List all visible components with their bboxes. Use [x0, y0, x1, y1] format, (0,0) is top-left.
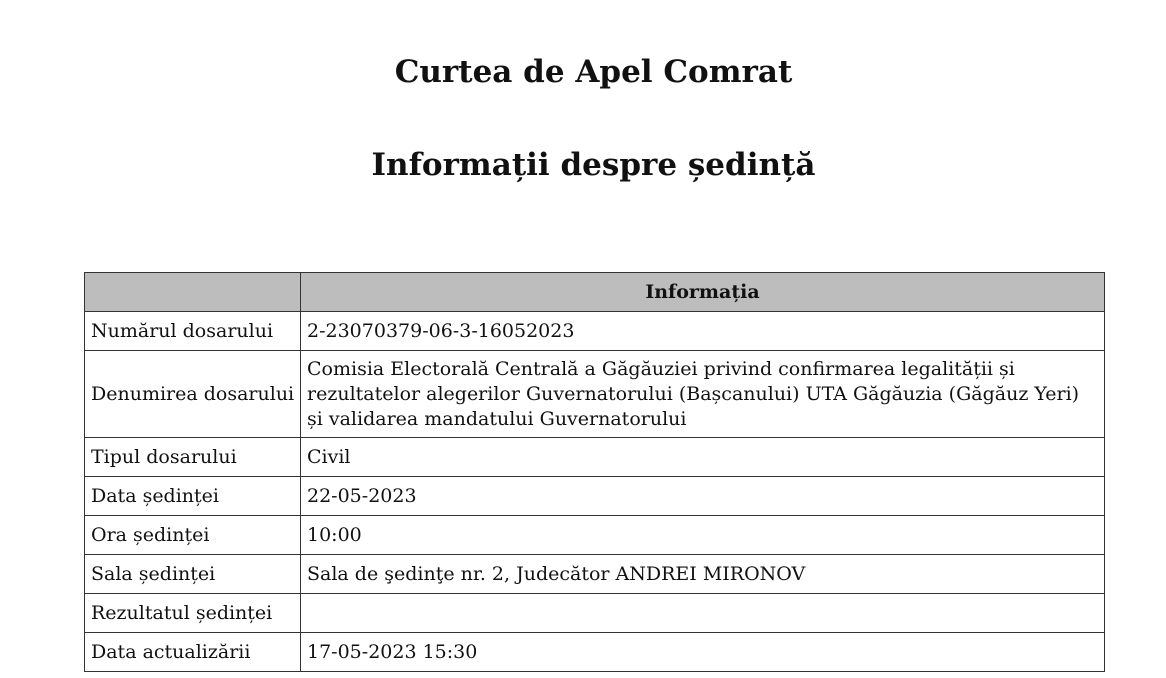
row-label: Tipul dosarului [85, 438, 301, 477]
table-row-hearing-time [85, 516, 1105, 555]
table-row-case-name [85, 351, 1105, 438]
row-value: Comisia Electorală Centrală a Găgăuziei privind confirmarea legalității și rezultatelor alegerilor Guvernatorului (Bașcanului) UTA Găgăuzia (Găgăuz Yeri) și validarea mandatului Guvernatorului [301, 351, 1105, 438]
row-label: Rezultatul ședinței [85, 594, 301, 633]
hearing-info-table [84, 272, 1105, 672]
court-name-heading: Curtea de Apel Comrat [394, 54, 793, 90]
row-label: Numărul dosarului [85, 312, 301, 351]
page-title: Informații despre ședință [371, 147, 816, 183]
table-row-hearing-result [85, 594, 1105, 633]
row-value: 22-05-2023 [301, 477, 1105, 516]
row-label: Data actualizării [85, 633, 301, 672]
table-row-hearing-room [85, 555, 1105, 594]
table-header-empty-cell [85, 273, 301, 312]
row-label: Ora ședinței [85, 516, 301, 555]
row-value: Sala de şedinţe nr. 2, Judecător ANDREI MIRONOV [301, 555, 1105, 594]
table-row-case-number [85, 312, 1105, 351]
table-row-last-update [85, 633, 1105, 672]
row-value [301, 594, 1105, 633]
row-value: 10:00 [301, 516, 1105, 555]
row-value: 17-05-2023 15:30 [301, 633, 1105, 672]
row-label: Denumirea dosarului [85, 351, 301, 438]
table-header-information: Informația [301, 273, 1105, 312]
table-row-case-type [85, 438, 1105, 477]
table-row-hearing-date [85, 477, 1105, 516]
row-label: Sala ședinței [85, 555, 301, 594]
row-label: Data ședinței [85, 477, 301, 516]
row-value: 2-23070379-06-3-16052023 [301, 312, 1105, 351]
row-value: Civil [301, 438, 1105, 477]
table-header-row [85, 273, 1105, 312]
